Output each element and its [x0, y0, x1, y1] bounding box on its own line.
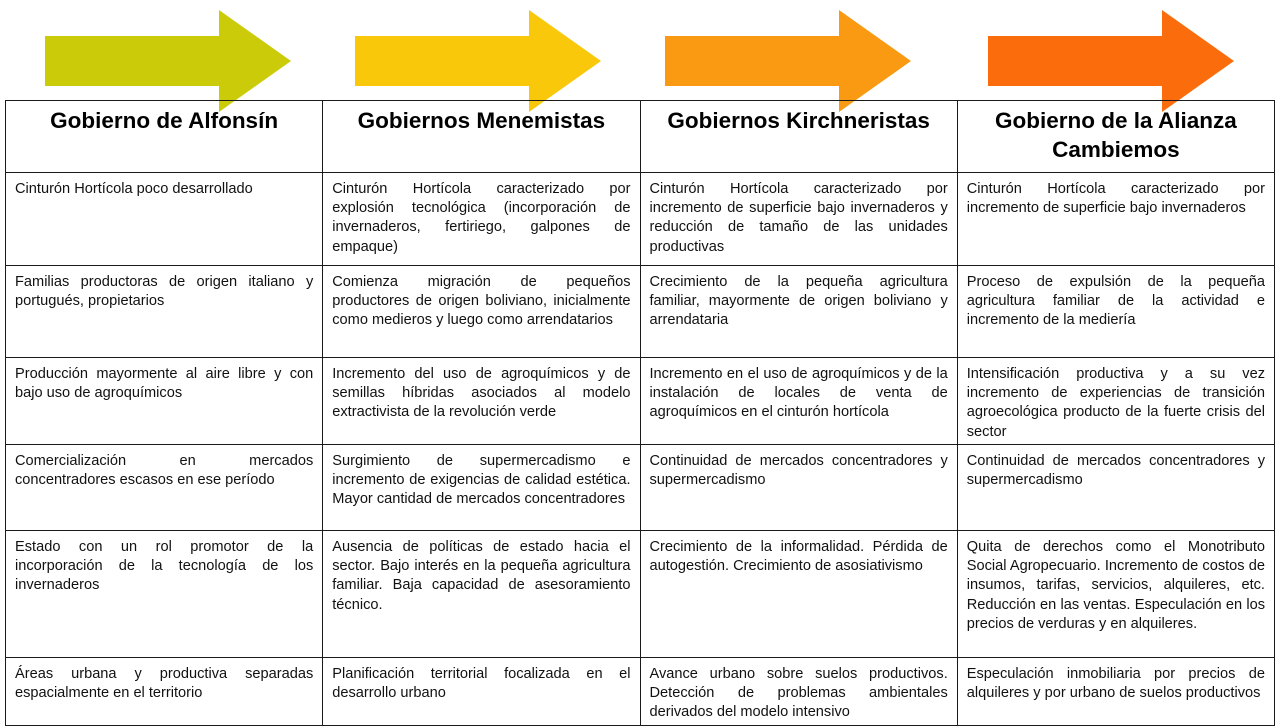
table-row: [6, 173, 1275, 266]
table-cell: Estado con un rol promotor de la incorporación de la tecnología de los invernaderos: [6, 531, 323, 658]
arrow-right-icon: [45, 10, 291, 112]
table-row: [6, 266, 1275, 358]
table-cell: Áreas urbana y productiva separadas espacialmente en el territorio: [6, 658, 323, 726]
column-header-cambiemos: Gobierno de la Alianza Cambiemos: [957, 101, 1274, 173]
table-cell: Cinturón Hortícola caracterizado por incremento de superficie bajo invernaderos y reducción de tamaño de las unidades productivas: [640, 173, 957, 266]
table-cell: Intensificación productiva y a su vez incremento de experiencias de transición agroecológica producto de la fuerte crisis del sector: [957, 358, 1274, 445]
table-cell: Proceso de expulsión de la pequeña agricultura familiar de la actividad e incremento de la mediería: [957, 266, 1274, 358]
table-cell: Surgimiento de supermercadismo e incremento de exigencias de calidad estética. Mayor cantidad de mercados concentradores: [323, 445, 640, 531]
arrow-right-shape: [988, 10, 1234, 112]
column-header-kirchneristas: Gobiernos Kirchneristas: [640, 101, 957, 173]
period-arrows: [0, 0, 1280, 110]
table-row: [6, 658, 1275, 726]
table-cell: Continuidad de mercados concentradores y supermercadismo: [640, 445, 957, 531]
table-cell: Comienza migración de pequeños productores de origen boliviano, inicialmente como medieros y luego como arrendatarios: [323, 266, 640, 358]
table-cell: Avance urbano sobre suelos productivos. Detección de problemas ambientales derivados del modelo intensivo: [640, 658, 957, 726]
table-cell: Crecimiento de la pequeña agricultura familiar, mayormente de origen boliviano y arrendataria: [640, 266, 957, 358]
column-header-alfonsin: Gobierno de Alfonsín: [6, 101, 323, 173]
table-cell: Ausencia de políticas de estado hacia el sector. Bajo interés en la pequeña agricultura familiar. Baja capacidad de asesoramiento técnico.: [323, 531, 640, 658]
table-row: [6, 531, 1275, 658]
column-header-menemistas: Gobiernos Menemistas: [323, 101, 640, 173]
arrow-right-shape: [355, 10, 601, 112]
table-cell: Crecimiento de la informalidad. Pérdida de autogestión. Crecimiento de asosiativismo: [640, 531, 957, 658]
table-cell: Cinturón Hortícola poco desarrollado: [6, 173, 323, 266]
table-cell: Comercialización en mercados concentradores escasos en ese período: [6, 445, 323, 531]
arrow-right-shape: [45, 10, 291, 112]
arrow-right-shape: [665, 10, 911, 112]
arrow-right-icon: [355, 10, 601, 112]
table-cell: Cinturón Hortícola caracterizado por incremento de superficie bajo invernaderos: [957, 173, 1274, 266]
table-cell: Continuidad de mercados concentradores y supermercadismo: [957, 445, 1274, 531]
table-cell: Producción mayormente al aire libre y con bajo uso de agroquímicos: [6, 358, 323, 445]
table-cell: Quita de derechos como el Monotributo Social Agropecuario. Incremento de costos de insumos, tarifas, servicios, alquileres, etc. Reducción en las ventas. Especulación en los precios de verduras y en alquileres.: [957, 531, 1274, 658]
comparison-table: [5, 100, 1275, 726]
table-cell: Incremento del uso de agroquímicos y de semillas híbridas asociados al modelo extractivista de la revolución verde: [323, 358, 640, 445]
table-cell: Planificación territorial focalizada en el desarrollo urbano: [323, 658, 640, 726]
table-row: [6, 445, 1275, 531]
table-cell: Cinturón Hortícola caracterizado por explosión tecnológica (incorporación de invernaderos, fertiriego, galpones de empaque): [323, 173, 640, 266]
table-cell: Incremento en el uso de agroquímicos y de la instalación de locales de venta de agroquímicos en el cinturón hortícola: [640, 358, 957, 445]
table-cell: Familias productoras de origen italiano y portugués, propietarios: [6, 266, 323, 358]
arrow-right-icon: [665, 10, 911, 112]
table-row: [6, 358, 1275, 445]
header-row: [6, 101, 1275, 173]
arrow-right-icon: [988, 10, 1234, 112]
table-cell: Especulación inmobiliaria por precios de alquileres y por urbano de suelos productivos: [957, 658, 1274, 726]
